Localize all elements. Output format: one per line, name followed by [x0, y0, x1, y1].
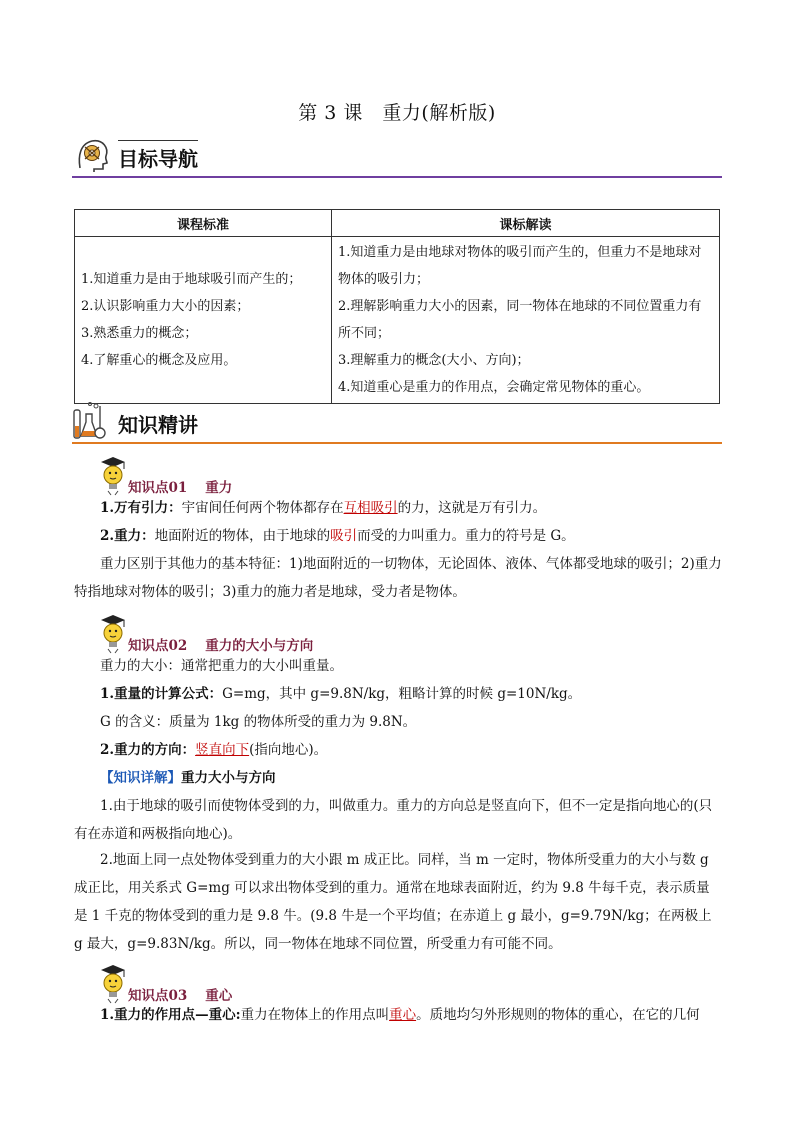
list-item: 2.认识影响重力大小的因素； [81, 299, 250, 314]
kp-name: 重心 [205, 988, 233, 1004]
paragraph-gravity-features: 重力区别于其他力的基本特征：1)地面附近的一切物体，无论固体、液体、气体都受地球的吸引；2)重力特指地球对物体的吸引；3)重力的施力者是地球，受力者是物体。 [74, 556, 722, 600]
paragraph-center-of-gravity [100, 1001, 722, 1029]
paragraph-universal-gravitation [100, 494, 722, 522]
detail-title: 重力大小与方向 [181, 770, 276, 786]
kp-name: 重力的大小与方向 [205, 638, 314, 654]
table-header-standard: 课程标准 [75, 210, 332, 237]
section-title-goals: 目标导航 [118, 147, 198, 171]
detail-tag: 【知识详解】 [100, 770, 181, 786]
section-rule [72, 176, 722, 178]
list-item: 4.了解重心的概念及应用。 [81, 353, 237, 368]
kp-name: 重力 [205, 480, 233, 496]
text: (指向地心)。 [249, 742, 328, 758]
table-header-interpretation: 课标解读 [332, 210, 720, 237]
highlight: 吸引 [330, 528, 358, 544]
term: 2.重力： [100, 528, 155, 544]
list-item: 3.理解重力的概念(大小、方向)； [338, 353, 530, 368]
paragraph-direction [100, 736, 722, 764]
paragraph-detail-2: 2.地面上同一点处物体受到重力的大小跟 m 成正比。同样，当 m 一定时，物体所受重力的大小与数 g 成正比，用关系式 G=mg 可以求出物体受到的重力。通常在地球表面附近，约为 9.8 牛每千克，表示质量是 1 千克的物体受到的重力是 9.8 牛。(9.8 牛是一个平均值；在赤道上 g 最小，g=9.79N/kg；在两极上 g 最大，g=9.83N/kg。所以，同一物体在地球不同位置，所受重力有可能不同。 [74, 852, 712, 952]
graduate-bulb-icon [98, 454, 128, 496]
highlight: 重心 [389, 1007, 417, 1023]
interpretation-cell [332, 237, 720, 404]
paragraph-detail-1: 1.由于地球的吸引而使物体受到的力，叫做重力。重力的方向总是竖直向下，但不一定是指向地心的(只有在赤道和两极指向地心)。 [74, 798, 713, 842]
kp-number: 知识点03 [128, 988, 188, 1004]
kp-number: 知识点02 [128, 638, 188, 654]
detail-heading [100, 764, 722, 792]
lab-flask-icon [72, 400, 112, 440]
paragraph-formula [100, 680, 722, 708]
text: 地面附近的物体，由于地球的 [154, 528, 331, 544]
list-item: 1.知道重力是由地球对物体的吸引而产生的，但重力不是地球对物体的吸引力； [338, 245, 702, 287]
paragraph-weight: 重力的大小：通常把重力的大小叫重量。 [100, 658, 343, 674]
paragraph-gravity-def [100, 522, 722, 550]
section-title-knowledge: 知识精讲 [118, 413, 198, 437]
term: 1.重力的作用点—重心: [100, 1007, 241, 1023]
text: 。质地均匀外形规则的物体的重心，在它的几何 [416, 1007, 700, 1023]
graduate-bulb-icon [98, 612, 128, 654]
term: 2.重力的方向： [100, 742, 196, 758]
text: 而受的力叫重力。重力的符号是 G。 [357, 528, 575, 544]
graduate-bulb-icon [98, 962, 128, 1004]
curriculum-table [74, 209, 720, 404]
kp-number: 知识点01 [128, 480, 188, 496]
section-header-goals [72, 134, 722, 178]
list-item: 1.知道重力是由于地球吸引而产生的； [81, 272, 302, 287]
page-title: 第 3 课 重力(解析版) [298, 102, 496, 124]
paragraph-g-meaning: G 的含义：质量为 1kg 的物体所受的重力为 9.8N。 [100, 714, 417, 730]
header-top-line [118, 140, 198, 141]
term: 1.重量的计算公式： [100, 686, 223, 702]
text: G=mg，其中 g=9.8N/kg，粗略计算的时候 g=10N/kg。 [222, 686, 582, 702]
text: 重力在物体上的作用点叫 [240, 1007, 390, 1023]
section-rule [72, 442, 722, 444]
standard-cell [75, 237, 332, 404]
text: 的力，这就是万有引力。 [397, 500, 547, 516]
highlight: 竖直向下 [195, 742, 250, 758]
list-item: 2.理解影响重力大小的因素，同一物体在地球的不同位置重力有所不同； [338, 299, 702, 341]
highlight: 互相吸引 [343, 500, 398, 516]
text: 宇宙间任何两个物体都存在 [181, 500, 344, 516]
section-header-knowledge [72, 400, 722, 444]
term: 1.万有引力： [100, 500, 182, 516]
head-gear-icon [72, 134, 112, 174]
list-item: 4.知道重心是重力的作用点，会确定常见物体的重心。 [338, 380, 650, 395]
list-item: 3.熟悉重力的概念； [81, 326, 198, 341]
